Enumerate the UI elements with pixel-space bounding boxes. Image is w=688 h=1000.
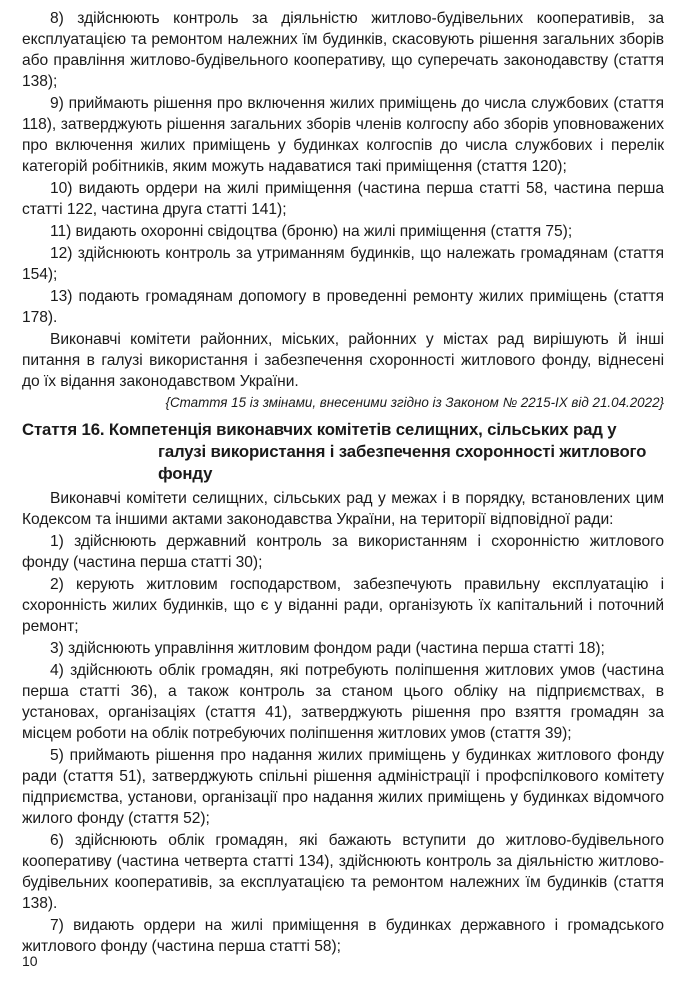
article-item-5: 5) приймають рішення про надання жилих приміщень у будинках житлового фонду ради (стаття 51), затверджують спільні рішення адміністрації і профспілкового комітету підприємства, установи, організації про надання жилих приміщень у будинках відомчого жилого фонду (стаття 52); (22, 747, 664, 827)
page-number: 10 (22, 953, 38, 969)
article-intro: Виконавчі комітети селищних, сільських рад у межах і в порядку, встановлених цим Кодексом та іншими актами законодавства України, на території відповідної ради: (22, 490, 664, 528)
paragraph-closing: Виконавчі комітети районних, міських, районних у містах рад вирішують й інші питання в галузі використання і забезпечення схоронності житлового фонду, віднесені до їх відання законодавством України. (22, 331, 664, 390)
article-item-7: 7) видають ордери на жилі приміщення в будинках державного і громадського житлового фонду (частина перша статті 58); (22, 917, 664, 955)
paragraph-item-13: 13) подають громадянам допомогу в проведенні ремонту жилих приміщень (стаття 178). (22, 288, 664, 326)
article-item-3: 3) здійснюють управління житловим фондом ради (частина перша статті 18); (50, 640, 605, 657)
paragraph-item-10: 10) видають ордери на жилі приміщення (частина перша статті 58, частина перша статті 122, частина друга статті 141); (22, 180, 664, 218)
paragraph-item-8: 8) здійснюють контроль за діяльністю житлово-будівельних кооперативів, за експлуатацією та ремонтом належних їм будинків, скасовують рішення загальних зборів або правління житлово-будівельного кооперативу, що суперечать законодавству (стаття 138); (22, 10, 664, 90)
article-item-2: 2) керують житловим господарством, забезпечують правильну експлуатацію і схоронність жилих будинків, що є у віданні ради, організують їх капітальний і поточний ремонт; (22, 576, 664, 635)
article-item-6: 6) здійснюють облік громадян, які бажають вступити до житлово-будівельного кооперативу (частина четверта статті 134), здійснюють контроль за діяльністю житлово-будівельних кооперативів, за експлуатацією та ремонтом належних їм будинків (стаття 138). (22, 832, 664, 912)
paragraph-item-12: 12) здійснюють контроль за утриманням будинків, що належать громадянам (стаття 154); (22, 245, 664, 283)
amendment-note: {Стаття 15 із змінами, внесеними згідно із Законом № 2215-IX від 21.04.2022} (165, 395, 664, 410)
document-page (22, 8, 664, 958)
paragraph-item-9: 9) приймають рішення про включення жилих приміщень до числа службових (стаття 118), затверджують рішення загальних зборів членів колгоспу або зборів уповноважених про включення жилих приміщень у будинках колгоспів до числа службових і перелік категорій робітників, яким можуть надаватися такі приміщення (стаття 120); (22, 95, 664, 175)
article-item-4: 4) здійснюють облік громадян, які потребують поліпшення житлових умов (частина перша статті 36), а також контроль за станом цього обліку на підприємствах, в установах, організаціях (стаття 41), затверджують рішення про взяття громадян за місцем роботи на облік потребуючих поліпшення житлових умов (стаття 39); (22, 662, 664, 742)
article-item-1: 1) здійснюють державний контроль за використанням і схоронністю житлового фонду (частина перша статті 30); (22, 533, 664, 571)
paragraph-item-11: 11) видають охоронні свідоцтва (броню) на жилі приміщення (стаття 75); (50, 223, 573, 240)
article-heading: Стаття 16. Компетенція виконавчих комітетів селищних, сільських рад у галузі використання і забезпечення схоронності житлового фонду (22, 420, 647, 483)
